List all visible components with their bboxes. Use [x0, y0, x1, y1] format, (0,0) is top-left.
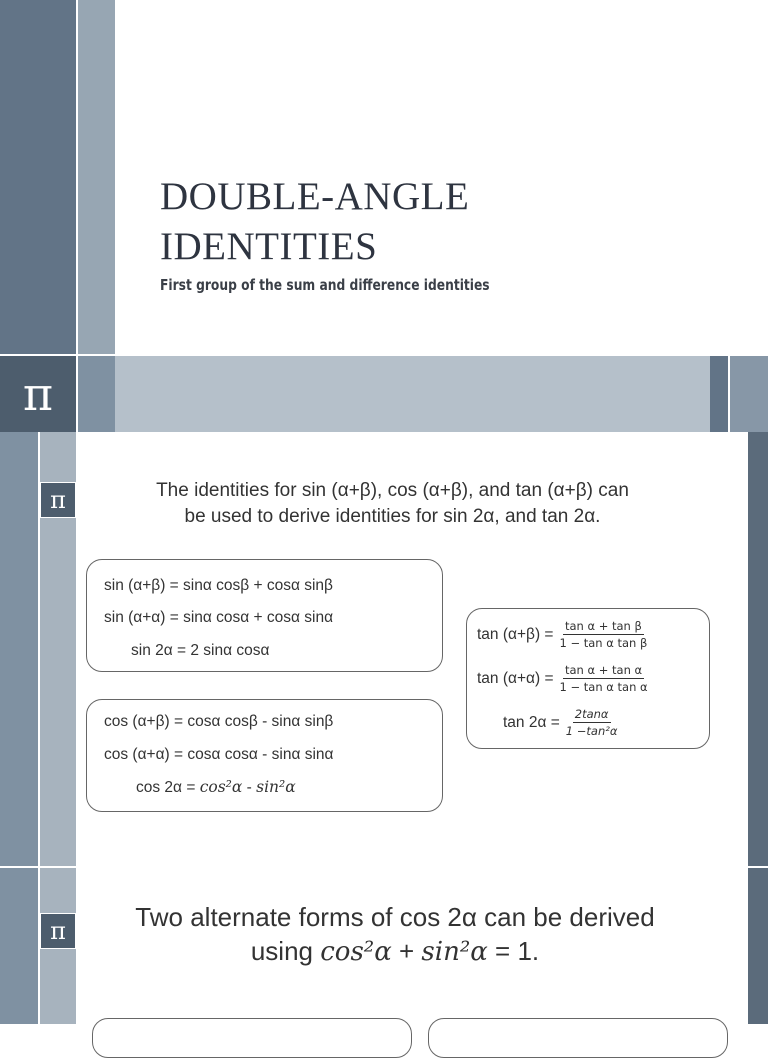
cos-squared-term: cos²α [199, 778, 243, 796]
intro-line-2: be used to derive identities for sin 2α, and tan 2α. [184, 506, 601, 527]
slide3-line-2 [90, 934, 700, 969]
pi-logo-box [0, 356, 76, 432]
slide-title-line-2: IDENTITIES [160, 225, 378, 268]
slide-subtitle: First group of the sum and difference identities [160, 276, 490, 294]
minus-sign: - [242, 779, 257, 796]
tan-sum-left: tan (α+β) = [477, 625, 554, 643]
alternate-form-box-1 [92, 1018, 412, 1058]
tan-alpha-alpha-denominator: 1 − tan α tan α [559, 680, 648, 694]
slide2-intro-text [95, 478, 690, 530]
plus-sign: + [391, 936, 422, 966]
slide3-right-bar [748, 868, 768, 1024]
pi-icon: π [40, 913, 76, 949]
slide2-right-bar [748, 432, 768, 866]
alternate-form-box-2 [428, 1018, 728, 1058]
tan-sum-denominator: 1 − tan α tan β [559, 636, 648, 650]
tan-double-denominator: 1 −tan²α [565, 724, 618, 738]
tan-double-numerator: 2tanα [574, 707, 609, 721]
slide2-left-bar [0, 432, 38, 866]
slide3-heading [90, 900, 700, 969]
tan-alpha-alpha-left: tan (α+α) = [477, 669, 554, 687]
title-slide-left-bar [0, 0, 76, 354]
sin-sum-formula: sin (α+β) = sinα cosβ + cosα sinβ [104, 577, 333, 594]
tan-alpha-alpha-numerator: tan α + tan α [565, 663, 643, 677]
pi-icon: π [40, 482, 76, 518]
band-block-right-2 [730, 356, 768, 432]
slide-separator [0, 866, 768, 868]
band-block-long [115, 356, 710, 432]
title-slide-accent-bar [78, 0, 115, 354]
cos-double-prefix: cos 2α = [136, 779, 200, 796]
tan-double-fraction [564, 707, 620, 738]
cos-double-angle-formula [136, 777, 296, 798]
tan-sum-formula [477, 619, 649, 650]
intro-line-1: The identities for sin (α+β), cos (α+β), and tan (α+β) can [156, 480, 629, 501]
sin-double-angle-formula: sin 2α = 2 sinα cosα [131, 642, 270, 659]
tan-alpha-alpha-fraction [558, 663, 650, 694]
slide3-line-2-prefix: using [250, 936, 321, 966]
tan-double-angle-formula [503, 707, 619, 738]
cos-squared-term: cos²α [320, 937, 392, 967]
sin-squared-term: sin²α [256, 778, 296, 796]
slide3-line-1: Two alternate forms of cos 2α can be derived [135, 902, 655, 932]
slide3-left-bar [0, 868, 38, 1024]
band-block-right-1 [710, 356, 728, 432]
sin-alpha-alpha-formula: sin (α+α) = sinα cosα + cosα sinα [104, 609, 334, 626]
slide-title-line-1: DOUBLE-ANGLE [160, 175, 470, 218]
slide3-line-2-suffix: = 1. [487, 936, 540, 966]
cos-alpha-alpha-formula: cos (α+α) = cosα cosα - sinα sinα [104, 746, 334, 763]
tan-alpha-alpha-formula [477, 663, 650, 694]
band-block-mid [78, 356, 115, 432]
tan-double-left: tan 2α = [503, 713, 560, 731]
slide-title [160, 172, 720, 272]
pi-icon: π [22, 367, 54, 421]
tan-sum-fraction [557, 619, 649, 650]
tan-sum-numerator: tan α + tan β [564, 619, 642, 633]
cos-sum-formula: cos (α+β) = cosα cosβ - sinα sinβ [104, 713, 334, 730]
sin-squared-term: sin²α [421, 937, 488, 967]
